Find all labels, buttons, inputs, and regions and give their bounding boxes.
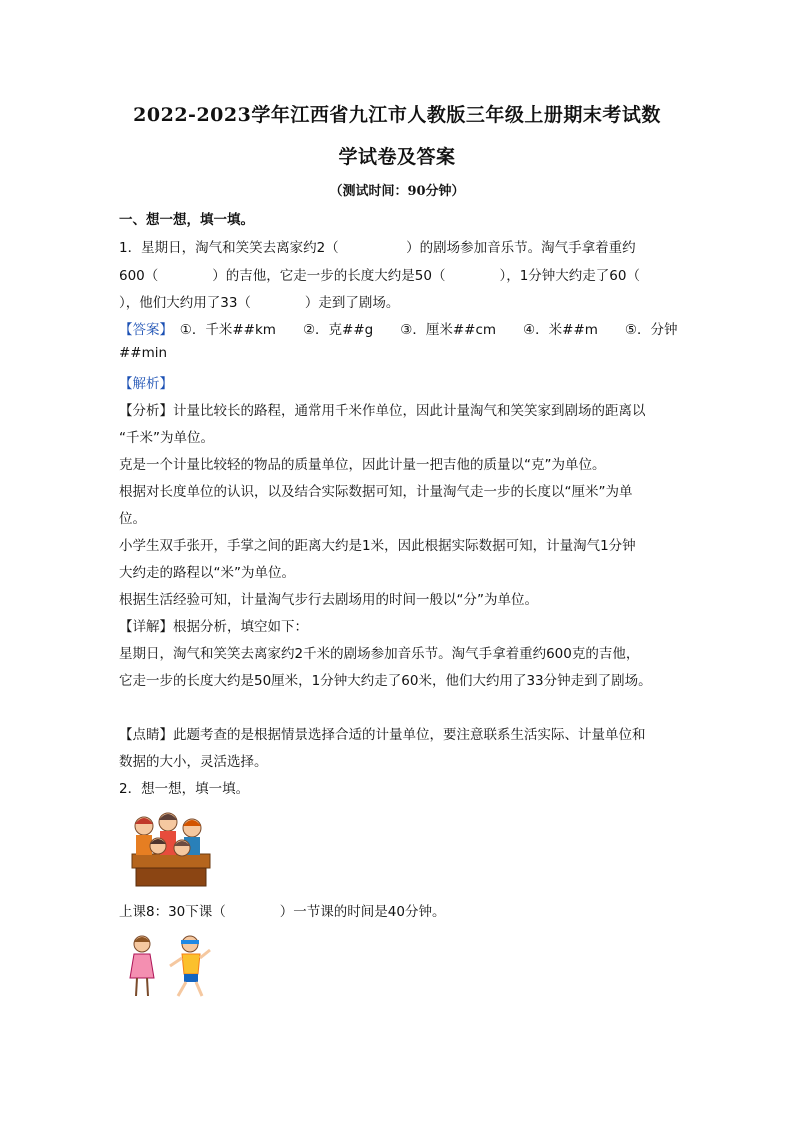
xiangjie-line2: 星期日，淘气和笑笑去离家约2千米的剧场参加音乐节。淘气手拿着重约600克的吉他，: [119, 646, 640, 662]
girl-leg-left: [136, 978, 137, 996]
q2-stem: 2．想一想，填一填。: [119, 781, 250, 797]
boy-arm-left: [170, 958, 182, 966]
desk-front: [136, 868, 206, 886]
boy-leg-left: [178, 982, 186, 996]
document-title-line2: 学试卷及答案: [338, 146, 456, 168]
xiangjie-text1: 根据分析，填空如下：: [173, 619, 308, 635]
q2-item1: 上课8：30下课（ ）一节课的时间是40分钟。: [119, 904, 446, 920]
fenxi-line7: 大约走的路程以“米”为单位。: [119, 565, 295, 581]
dianjing-line2: 数据的大小，灵活选择。: [119, 754, 268, 770]
fenxi-line5: 位。: [119, 511, 146, 527]
document-subtitle: （测试时间：90分钟）: [329, 184, 465, 199]
fenxi-line4: 根据对长度单位的认识，以及结合实际数据可知，计量淘气走一步的长度以“厘米”为单: [119, 484, 633, 500]
q1-line1: 1．星期日，淘气和笑笑去离家约2（ ）的剧场参加音乐节。淘气手拿着重约: [119, 240, 636, 256]
boy-arm-right: [200, 950, 210, 958]
document-title-line1: 2022-2023学年江西省九江市人教版三年级上册期末考试数: [133, 104, 661, 126]
xiangjie-line1: [119, 615, 308, 635]
boy-leg-right: [196, 982, 202, 996]
boy-blindfold: [181, 940, 199, 944]
dianjing-text1: 此题考查的是根据情景选择合适的计量单位，要注意联系生活实际、计量单位和: [173, 727, 646, 743]
fenxi-line3: 克是一个计量比较轻的物品的质量单位，因此计量一把吉他的质量以“克”为单位。: [119, 457, 606, 473]
q1-line2: 600（ ）的吉他，它走一步的长度大约是50（ ），1分钟大约走了60（: [119, 268, 640, 284]
q1-answer-cont: ##min: [119, 345, 168, 361]
classroom-illustration: [124, 806, 216, 890]
answer-text: ①．千米##km ②．克##g ③．厘米##cm ④．米##m ⑤．分钟: [166, 322, 678, 338]
dianjing-line1: [119, 723, 646, 743]
fenxi-line6: 小学生双手张开，手掌之间的距离大约是1米，因此根据实际数据可知，计量淘气1分钟: [119, 538, 636, 554]
xiangjie-tag: 【详解】: [119, 619, 173, 635]
fenxi-line1: [119, 399, 646, 419]
analysis-tag: 【解析】: [119, 376, 173, 392]
kids-playing-illustration: [124, 930, 216, 1002]
girl-leg-right: [147, 978, 148, 996]
fenxi-text1: 计量比较长的路程，通常用千米作单位，因此计量淘气和笑笑家到剧场的距离以: [173, 403, 646, 419]
fenxi-line2: “千米”为单位。: [119, 430, 214, 446]
answer-tag: 【答案】: [119, 322, 167, 338]
desk-top: [132, 854, 210, 868]
girl-dress: [130, 954, 154, 978]
boy-shorts: [184, 974, 198, 982]
boy-shirt: [182, 954, 200, 974]
fenxi-tag: 【分析】: [119, 403, 173, 419]
xiangjie-line3: 它走一步的长度大约是50厘米，1分钟大约走了60米，他们大约用了33分钟走到了剧场。: [119, 673, 652, 689]
q1-line3: ），他们大约用了33（ ）走到了剧场。: [119, 295, 400, 311]
fenxi-line8: 根据生活经验可知，计量淘气步行去剧场用的时间一般以“分”为单位。: [119, 592, 538, 608]
q1-answer: [119, 318, 678, 338]
section-heading: 一、想一想，填一填。: [119, 212, 254, 228]
dianjing-tag: 【点睛】: [119, 727, 173, 743]
